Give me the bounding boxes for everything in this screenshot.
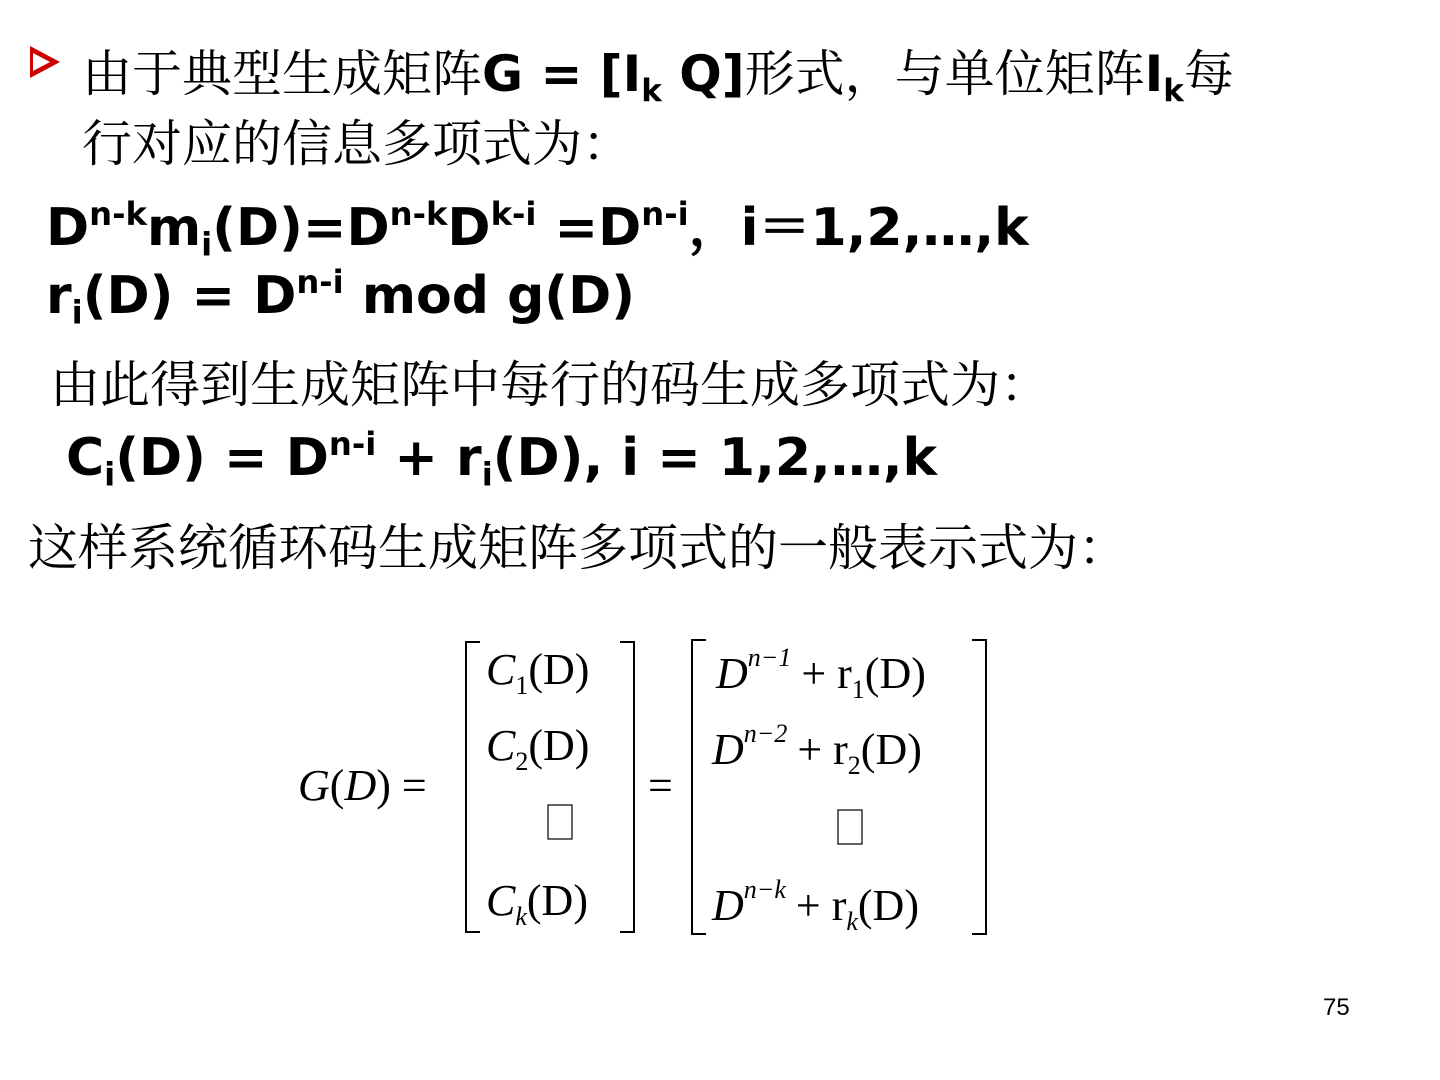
right-matrix-open-bracket <box>692 640 706 934</box>
formula-part: m <box>146 198 202 258</box>
intro-text-c: 每 <box>1183 45 1234 103</box>
formula-part: r <box>46 266 72 326</box>
right-row-k: $D^{n-k} + r_k(D)$ <box>712 875 919 936</box>
formula-part: ，i＝1,2,…,k <box>688 198 1029 258</box>
formula-sup: n-k <box>89 195 147 234</box>
formula-sup: n-i <box>296 263 344 302</box>
code-polynomial-formula <box>66 425 938 494</box>
matrix-q-text: Q] <box>661 45 745 103</box>
formula-part: (D), i = 1,2,…,k <box>492 428 938 488</box>
equation-lhs: G(D) = <box>298 761 427 810</box>
formula-sub: i <box>104 455 116 494</box>
generator-matrix-equation <box>290 630 1010 950</box>
formula-part: D <box>447 198 491 258</box>
info-polynomial-formula <box>46 185 1029 264</box>
formula-part: mod g(D) <box>343 266 636 326</box>
equals-sign: = <box>648 761 673 810</box>
formula-part: =D <box>536 198 642 258</box>
subscript-k-2: k <box>1163 72 1184 109</box>
left-matrix-close-bracket <box>620 642 634 932</box>
left-row-1: $C_1(D)$ <box>486 645 590 700</box>
subscript-k: k <box>641 72 662 109</box>
formula-part: (D)=D <box>212 198 390 258</box>
formula-sub: i <box>71 293 83 332</box>
matrix-g-text: G = [I <box>482 45 642 103</box>
left-row-2: $C_2(D)$ <box>486 721 590 776</box>
right-row-1: $D^{n-1} + r_1(D)$ <box>716 643 926 704</box>
formula-sup: n-k <box>389 195 448 234</box>
page-number: 75 <box>1323 994 1350 1021</box>
general-form-intro: 这样系统循环码生成矩阵多项式的一般表示式为： <box>28 519 1128 577</box>
formula-part: (D) = D <box>82 266 297 326</box>
formula-part: (D) = D <box>115 428 329 488</box>
formula-sub: i <box>481 455 493 494</box>
bullet-arrow-icon <box>30 46 60 78</box>
left-ellipsis-placeholder <box>548 805 572 839</box>
formula-sub: i <box>201 225 213 264</box>
formula-sup: k-i <box>490 195 537 234</box>
left-matrix-open-bracket <box>466 642 480 932</box>
code-polynomial-intro: 由此得到生成矩阵中每行的码生成多项式为： <box>50 356 1050 414</box>
identity-i-text: I <box>1144 45 1164 103</box>
formula-part: C <box>66 428 105 488</box>
formula-part: + r <box>376 428 482 488</box>
formula-sup: n-i <box>328 425 377 464</box>
left-row-k: $C_k(D)$ <box>486 876 588 931</box>
right-row-2: $D^{n-2} + r_2(D)$ <box>712 719 922 780</box>
intro-text-b: 形式，与单位矩阵 <box>744 45 1145 103</box>
formula-part: D <box>46 198 90 258</box>
remainder-formula <box>46 263 636 332</box>
formula-sup: n-i <box>641 195 689 234</box>
intro-line-2: 行对应的信息多项式为： <box>82 115 632 173</box>
intro-line <box>82 34 1234 109</box>
right-matrix-close-bracket <box>972 640 986 934</box>
right-ellipsis-placeholder <box>838 810 862 844</box>
intro-text-a: 由于典型生成矩阵 <box>82 45 482 103</box>
